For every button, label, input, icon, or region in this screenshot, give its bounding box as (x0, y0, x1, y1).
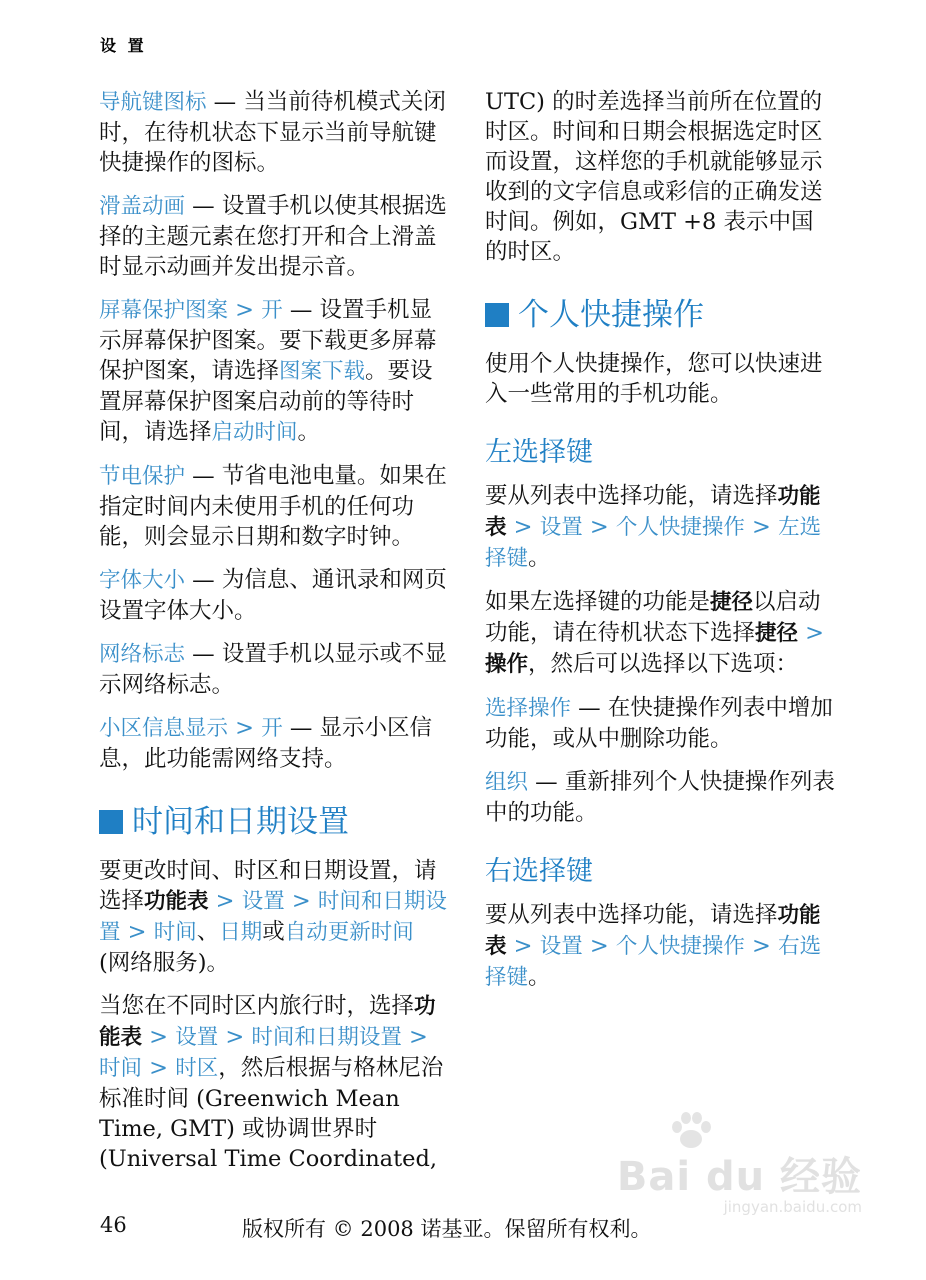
copyright-notice: 版权所有 © 2008 诺基亚。保留所有权利。 (242, 1217, 652, 1241)
section-title-time-date: 时间和日期设置 (99, 802, 449, 842)
paragraph-right-key-path: 要从列表中选择功能，请选择功能表 > 设置 > 个人快捷操作 > 右选择键。 (485, 902, 822, 990)
page-number: 46 (100, 1213, 127, 1237)
paragraph-cell-info: 小区信息显示 > 开 — 显示小区信息，此功能需网络支持。 (99, 715, 433, 772)
section-title-personal-shortcuts: 个人快捷操作 (485, 295, 835, 335)
paragraph-screensaver: 屏幕保护图案 > 开 — 设置手机显示屏幕保护图案。要下载更多屏幕保护图案，请选择图案下载。要设置屏幕保护图案启动前的等待时间，请选择启动时间。 (99, 297, 437, 445)
paragraph-select-operation: 选择操作 — 在快捷操作列表中增加功能，或从中删除功能。 (485, 695, 833, 752)
watermark-logo: Bai du 经验 (616, 1154, 862, 1200)
watermark (617, 1145, 862, 1216)
term-screensaver: 屏幕保护图案 (99, 298, 229, 323)
subsection-title-left-select-key: 左选择键 (485, 437, 593, 468)
paragraph-power-saver: 节电保护 — 节省电池电量。如果在指定时间内未使用手机的任何功能，则会显示日期和数字时钟。 (99, 463, 447, 550)
paragraph-left-key-shortcut: 如果左选择键的功能是捷径以启动功能，请在待机状态下选择捷径 > 操作，然后可以选择以下选项： (485, 589, 825, 677)
subsection-title-right-select-key: 右选择键 (485, 856, 593, 887)
term-select-operation: 选择操作 (485, 696, 572, 721)
term-power-saver: 节电保护 (99, 464, 186, 489)
right-column (485, 87, 835, 1006)
paragraph-organize: 组织 — 重新排列个人快捷操作列表中的功能。 (485, 769, 835, 826)
running-header: 设 置 (100, 36, 147, 55)
paw-icon (669, 1111, 713, 1151)
paragraph-network-logo: 网络标志 — 设置手机以显示或不显示网络标志。 (99, 641, 447, 698)
watermark-url: jingyan.baidu.com (723, 1198, 862, 1216)
term-cell-info: 小区信息显示 (99, 716, 229, 741)
paragraph-shortcuts-intro: 使用个人快捷操作，您可以快速进入一些常用的手机功能。 (485, 351, 823, 407)
section-square-icon (99, 810, 123, 834)
paragraph-nav-key-icon: 导航键图标 — 当当前待机模式关闭时，在待机状态下显示当前导航键快捷操作的图标。 (99, 89, 446, 176)
paragraph-time-zone-travel: 当您在不同时区内旅行时，选择功能表 > 设置 > 时间和日期设置 > 时间 > 时区，然后根据与格林尼治标准时间 (Greenwich Mean Time, GMT) 或协调世界时 (Universal Time Coordinated, (99, 993, 444, 1172)
section-square-icon (485, 303, 509, 327)
term-slide-animation: 滑盖动画 (99, 194, 186, 219)
paragraph-font-size: 字体大小 — 为信息、通讯录和网页设置字体大小。 (99, 567, 447, 624)
paragraph-time-settings: 要更改时间、时区和日期设置，请选择功能表 > 设置 > 时间和日期设置 > 时间、日期或自动更新时间 (网络服务)。 (99, 858, 447, 976)
paragraph-slide-animation: 滑盖动画 — 设置手机以使其根据选择的主题元素在您打开和合上滑盖时显示动画并发出提示音。 (99, 193, 447, 280)
term-font-size: 字体大小 (99, 568, 186, 593)
term-nav-key-icon: 导航键图标 (99, 90, 207, 115)
page-footer (0, 1213, 926, 1245)
left-column (99, 87, 449, 1187)
term-network-logo: 网络标志 (99, 642, 186, 667)
term-organize: 组织 (485, 770, 529, 795)
paragraph-left-key-path: 要从列表中选择功能，请选择功能表 > 设置 > 个人快捷操作 > 左选择键。 (485, 483, 822, 571)
paragraph-utc-continued: UTC) 的时差选择当前所在位置的时区。时间和日期会根据选定时区而设置，这样您的手机就能够显示收到的文字信息或彩信的正确发送时间。例如，GMT +8 表示中国的时区。 (485, 89, 823, 265)
